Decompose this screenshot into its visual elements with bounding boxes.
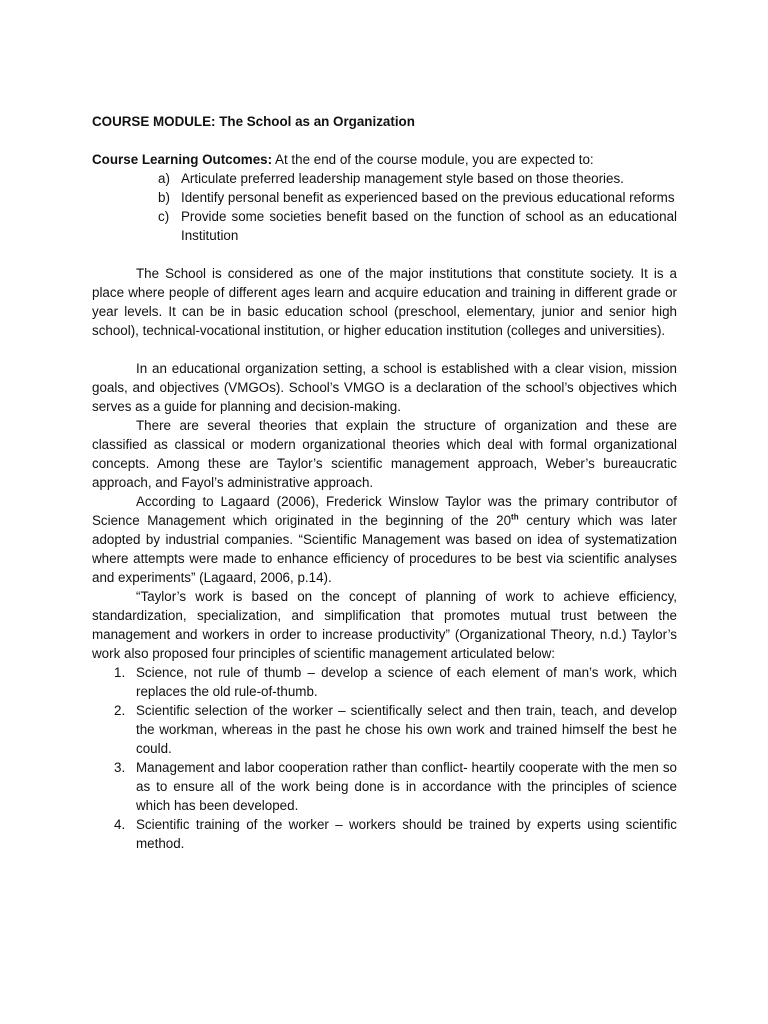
list-marker: c) — [158, 209, 170, 224]
document-page — [92, 112, 677, 853]
outcomes-lead: Course Learning Outcomes: — [92, 152, 273, 167]
list-item — [92, 663, 677, 701]
spacer — [92, 245, 677, 264]
list-marker: 3. — [114, 760, 126, 775]
paragraph-lagaard — [92, 492, 677, 587]
list-marker: 1. — [114, 665, 126, 680]
paragraph-text: century which was later adopted by industrial companies. “Scientific Management was based on idea of systematization where attempts were made to enhance efficiency of procedures to be best via scientific analyses and experiments” (Lagaard, 2006, p.14). — [92, 513, 678, 585]
list-item-text: Articulate preferred leadership management style based on those theories. — [181, 171, 624, 186]
list-marker: 4. — [114, 817, 126, 832]
list-item-text: Scientific training of the worker – workers should be trained by experts using scientific method. — [136, 817, 677, 851]
list-marker: 2. — [114, 703, 126, 718]
list-item-text: Scientific selection of the worker – scientifically select and then train, teach, and develop the workman, whereas in the past he chose his own work and trained himself the best he could. — [136, 703, 677, 756]
list-marker: a) — [158, 171, 170, 186]
paragraph-theories: There are several theories that explain the structure of organization and these are classified as classical or modern organizational theories which deal with formal organizational concepts. Among these are Taylor’s scientific management approach, Weber’s bureaucratic approach, and Fayol’s administrative approach. — [92, 418, 677, 490]
spacer — [92, 340, 677, 359]
list-item-text: Provide some societies benefit based on the function of school as an educational Institution — [181, 209, 677, 243]
list-item — [92, 758, 677, 815]
list-item-text: Science, not rule of thumb – develop a science of each element of man’s work, which replaces the old rule-of-thumb. — [136, 665, 677, 699]
list-item — [92, 169, 677, 188]
list-item — [92, 815, 677, 853]
superscript: th — [511, 512, 519, 522]
outcomes-list — [92, 169, 677, 245]
list-item — [92, 701, 677, 758]
outcomes-intro — [92, 150, 677, 169]
paragraph-text: According to Lagaard (2006), Frederick Winslow Taylor was the primary contributor of Science Management which originated in the beginning of the 20 — [92, 494, 677, 528]
module-title: COURSE MODULE: The School as an Organization — [92, 114, 415, 129]
list-marker: b) — [158, 190, 170, 205]
list-item-text: Identify personal benefit as experienced based on the previous educational reforms — [181, 190, 675, 205]
list-item — [92, 188, 677, 207]
outcomes-intro-text: At the end of the course module, you are expected to: — [272, 152, 594, 167]
paragraph-school-definition: The School is considered as one of the major institutions that constitute society. It is a place where people of different ages learn and acquire education and training in different grade or year levels. It can be in basic education school (preschool, elementary, junior and senior high school), technical-vocational institution, or higher education institution (colleges and universities). — [92, 266, 677, 338]
principles-list — [92, 663, 677, 853]
list-item-text: Management and labor cooperation rather than conflict- heartily cooperate with the men so as to ensure all of the work being done is in accordance with the principles of science which has been developed. — [136, 760, 677, 813]
paragraph-taylor-work: “Taylor’s work is based on the concept of planning of work to achieve efficiency, standardization, specialization, and simplification that promotes mutual trust between the management and workers in order to increase productivity” (Organizational Theory, n.d.) Taylor’s work also proposed four principles of scientific management articulated below: — [92, 589, 677, 661]
paragraph-vmgo: In an educational organization setting, a school is established with a clear vision, mission goals, and objectives (VMGOs). School’s VMGO is a declaration of the school’s objectives which serves as a guide for planning and decision-making. — [92, 361, 677, 414]
list-item — [92, 207, 677, 245]
